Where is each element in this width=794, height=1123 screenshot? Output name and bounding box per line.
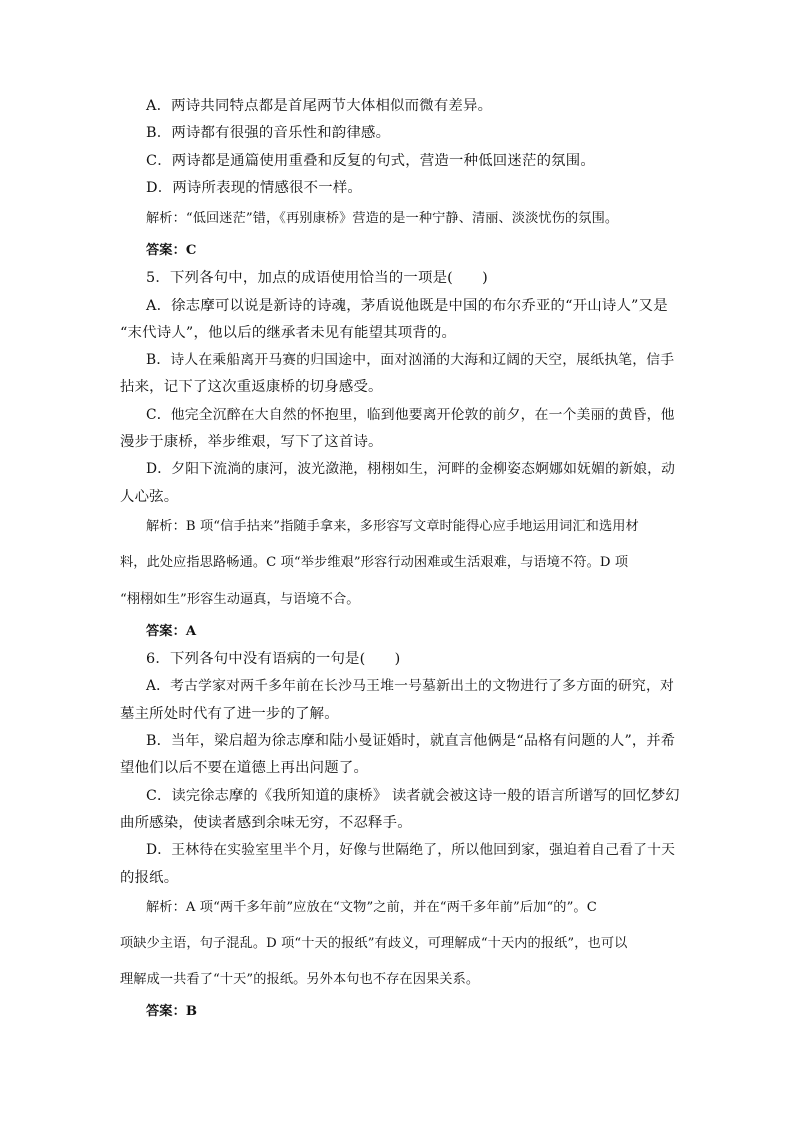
q5-analysis-line3: “栩栩如生”形容生动逼真，与语境不合。 xyxy=(120,592,360,607)
q4-option-d: D．两诗所表现的情感很不一样。 xyxy=(146,180,363,196)
q4-option-b: B．两诗都有很强的音乐性和韵律感。 xyxy=(146,125,391,141)
q6-option-c-line1: C．读完徐志摩的《我所知道的康桥》 读者就会被这诗一般的语言所谱写的回忆梦幻 xyxy=(146,788,680,804)
q5-option-a-line2: “末代诗人”，他以后的继承者未见有能望其项背的。 xyxy=(120,325,457,341)
q6-option-a-line2: 墓主所处时代有了进一步的了解。 xyxy=(120,706,339,722)
q6-option-b-line2: 望他们以后不要在道德上再出问题了。 xyxy=(120,760,369,776)
q4-analysis: 解析：“低回迷茫”错，《再别康桥》营造的是一种宁静、清丽、淡淡忧伤的氛围。 xyxy=(146,211,619,226)
q5-option-d-line2: 人心弦。 xyxy=(120,489,179,505)
q6-stem: 6．下列各句中没有语病的一句是( ) xyxy=(146,651,401,667)
q5-option-d-line1: D．夕阳下流淌的康河，波光潋滟，栩栩如生，河畔的金柳姿态婀娜如妩媚的新娘，动 xyxy=(146,461,676,477)
q6-analysis-line1: 解析：A 项“两千多年前”应放在“文物”之前，并在“两千多年前”后加“的”。C xyxy=(146,900,597,915)
q5-option-b-line1: B．诗人在乘船离开马赛的归国途中，面对汹涌的大海和辽阔的天空，展纸执笔，信手 xyxy=(146,352,675,368)
q5-option-a-line1: A．徐志摩可以说是新诗的诗魂，茅盾说他既是中国的布尔乔亚的“开山诗人”又是 xyxy=(146,298,668,314)
q6-option-c-line2: 曲所感染，使读者感到余味无穷，不忍释手。 xyxy=(120,815,412,831)
q6-option-d-line2: 的报纸。 xyxy=(120,870,179,886)
q5-analysis-line2: 料，此处应指思路畅通。C 项“举步维艰”形容行动困难或生活艰难，与语境不符。D 项 xyxy=(120,555,629,570)
q6-analysis-line2: 项缺少主语，句子混乱。D 项“十天的报纸”有歧义，可理解成“十天内的报纸”，也可以 xyxy=(120,936,628,951)
q5-option-c-line1: C．他完全沉醉在大自然的怀抱里，临到他要离开伦敦的前夕，在一个美丽的黄昏，他 xyxy=(146,407,675,423)
q5-analysis-line1: 解析：B 项“信手拈来”指随手拿来，多形容写文章时能得心应手地运用词汇和选用材 xyxy=(146,519,639,534)
q6-answer: 答案：B xyxy=(146,1004,198,1019)
q4-option-c: C．两诗都是通篇使用重叠和反复的句式，营造一种低回迷茫的氛围。 xyxy=(146,153,595,169)
q6-option-d-line1: D．王林待在实验室里半个月，好像与世隔绝了，所以他回到家，强迫着自己看了十天 xyxy=(146,842,676,858)
q4-option-a: A．两诗共同特点都是首尾两节大体相似而微有差异。 xyxy=(146,98,493,114)
q6-option-b-line1: B．当年，梁启超为徐志摩和陆小曼证婚时，就直言他俩是“品格有问题的人”，并希 xyxy=(146,733,676,749)
q5-option-c-line2: 漫步于康桥，举步维艰，写下了这首诗。 xyxy=(120,434,383,450)
q6-option-a-line1: A．考古学家对两千多年前在长沙马王堆一号墓新出土的文物进行了多方面的研究，对 xyxy=(146,678,675,694)
q5-option-b-line2: 拈来，记下了这次重返康桥的切身感受。 xyxy=(120,379,383,395)
q6-analysis-line3: 理解成一共看了“十天”的报纸。另外本句也不存在因果关系。 xyxy=(120,972,480,987)
q5-stem: 5．下列各句中，加点的成语使用恰当的一项是( ) xyxy=(146,270,488,286)
q5-answer: 答案：A xyxy=(146,624,197,639)
q4-answer: 答案：C xyxy=(146,243,197,258)
